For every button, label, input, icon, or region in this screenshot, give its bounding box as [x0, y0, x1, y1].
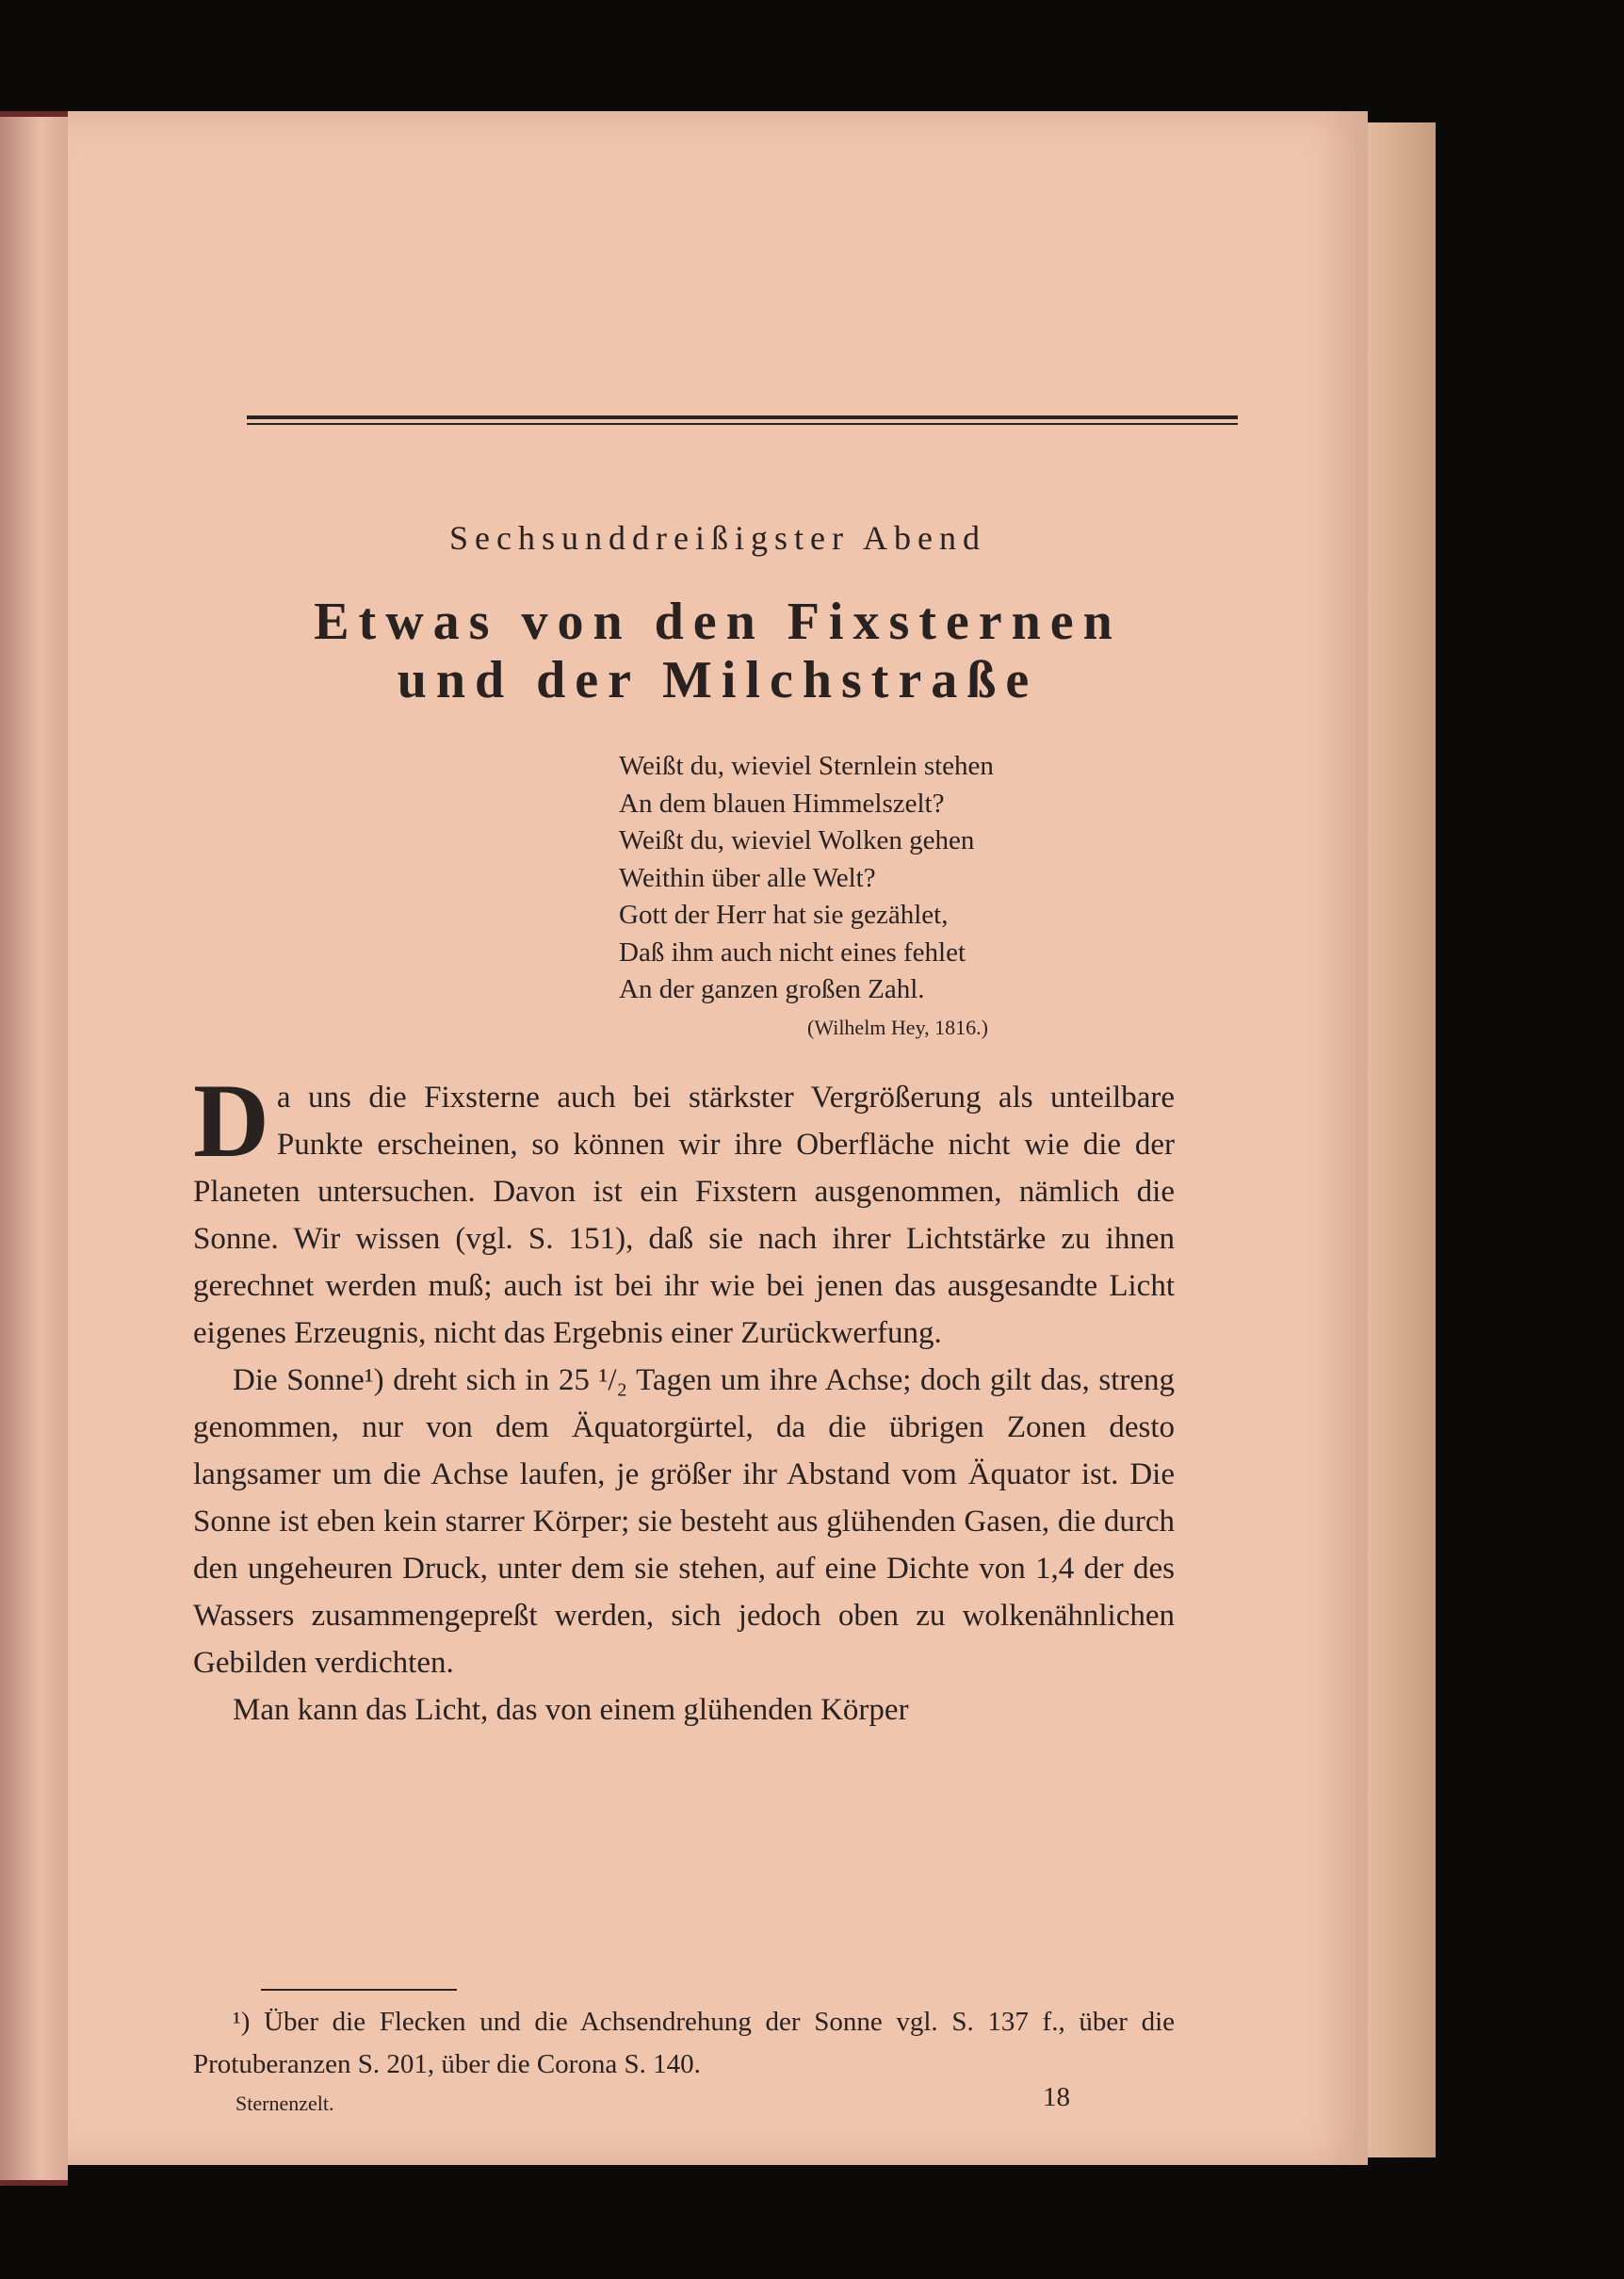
page-number: 18 — [1043, 2082, 1070, 2112]
header-rule-thin — [247, 423, 1238, 425]
left-page-edge — [0, 111, 68, 2186]
header-rule — [247, 415, 1238, 419]
epigraph-poem — [619, 748, 994, 1046]
chapter-title-line1: Etwas von den Fixsternen — [314, 593, 1122, 651]
poem-line: Weithin über alle Welt? — [619, 862, 876, 893]
page-stack-edge — [1368, 122, 1436, 2157]
paragraph: Man kann das Licht, das von einem glühenden Körper — [233, 1693, 909, 1727]
drop-cap: D — [193, 1063, 269, 1180]
poem-line: Daß ihm auch nicht eines fehlet — [619, 936, 966, 968]
body-text — [193, 1063, 1175, 1734]
footnote: ¹) Über die Flecken und die Achsendrehung der Sonne vgl. S. 137 f., über die Protuberanzen S. 201, über die Corona S. 140. — [193, 2007, 1175, 2079]
poem-line: Weißt du, wieviel Sternlein stehen — [619, 751, 994, 781]
book-page — [68, 111, 1368, 2165]
poem-line: Weißt du, wieviel Wolken gehen — [619, 825, 975, 855]
chapter-subtitle: Sechsunddreißigster Abend — [449, 519, 986, 557]
paragraph — [193, 1063, 1175, 1357]
poem-line: Gott der Herr hat sie gezählet, — [619, 900, 949, 930]
poem-line: An dem blauen Himmelszelt? — [619, 788, 945, 819]
footnote-rule — [261, 1989, 457, 1991]
poem-line: An der ganzen großen Zahl. — [619, 974, 925, 1004]
paragraph: Die Sonne¹) dreht sich in 25 ¹/₂ Tagen um ihre Achse; doch gilt das, streng genommen, nur von dem Äquatorgürtel, da die übrigen Zonen desto langsamer um die Achse laufen, je größer ihr Abstand vom Äquator ist. Die Sonne ist eben kein starrer Körper; sie besteht aus glühenden Gasen, die durch den ungeheuren Druck, unter dem sie stehen, auf eine Dichte von 1,4 der des Wassers zusammengepreßt werden, sich jedoch oben zu wolkenähnlichen Gebilden verdichten. — [193, 1363, 1175, 1680]
poem-citation: (Wilhelm Hey, 1816.) — [807, 1015, 988, 1039]
chapter-title-line2: und der Milchstraße — [397, 651, 1039, 709]
signature-mark: Sternenzelt. — [235, 2092, 334, 2115]
paragraph-text: a uns die Fixsterne auch bei stärkster Vergrößerung als unteilbare Punkte erscheinen, so können wir ihre Oberfläche nicht wie die der Planeten untersuchen. Davon ist ein Fixstern ausgenommen, nämlich die Sonne. Wir wissen (vgl. S. 151), daß sie nach ihrer Lichtstärke zu ihnen gerechnet werden muß; auch ist bei ihr wie bei jenen das ausgesandte Licht eigenes Erzeugnis, nicht das Ergebnis einer Zurückwerfung. — [193, 1081, 1175, 1350]
